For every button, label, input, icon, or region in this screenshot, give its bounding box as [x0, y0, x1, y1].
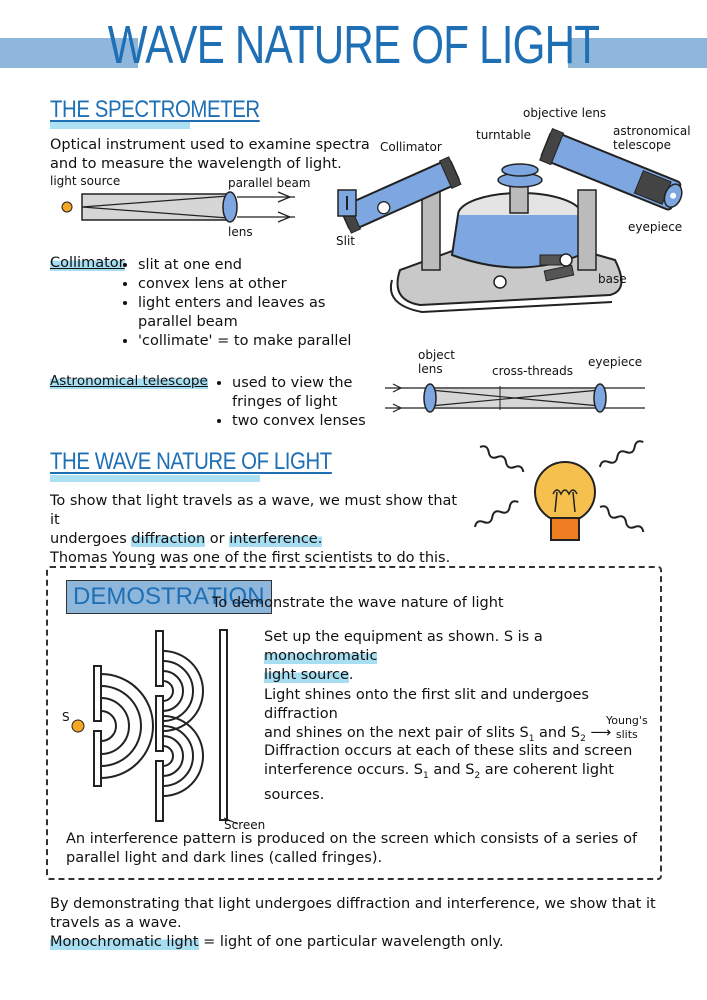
wave-nature-heading: THE WAVE NATURE OF LIGHT: [50, 448, 332, 475]
interference-pattern-text: An interference pattern is produced on the screen which consists of a series of parallel light and dark lines (called fringes).: [66, 831, 638, 866]
list-item: • convex lens at other: [138, 275, 378, 294]
wave-nature-intro: To show that light travels as a wave, we must show that it undergoes diffraction or interference. Thomas Young was one of the first scientists to do this.: [50, 493, 458, 566]
list-item: • light enters and leaves as parallel beam: [138, 294, 378, 332]
objective-lens-label: objective lens: [523, 106, 607, 120]
collimator-term: Collimator: [50, 255, 125, 271]
spectrometer-heading: THE SPECTROMETER: [50, 96, 260, 123]
telescope-bullets: [214, 374, 382, 431]
youngs-slits-label: Young's slits: [606, 714, 648, 741]
base-label: base: [598, 272, 627, 286]
screen-label: Screen: [224, 818, 266, 832]
source-label: S: [62, 710, 70, 724]
light-bulb-icon: [465, 432, 665, 557]
demonstration-step-3: Diffraction occurs at each of these slits and screen interference occurs. $S_1$ and $S_2$ are coherent light sources.: [264, 743, 633, 803]
demonstration-subtitle: To demonstrate the wave nature of light: [212, 595, 504, 611]
page-title: WAVE NATURE OF LIGHT: [107, 15, 600, 75]
object-lens-label: object lens: [418, 348, 455, 376]
demonstration-tag: DEMOSTRATION: [66, 580, 272, 614]
demonstration-step-2: Light shines onto the first slit and undergoes diffraction and shines on the next pair of slits $S_1$ and $S_2$ ⟶: [264, 687, 612, 744]
conclusion-text: By demonstrating that light undergoes diffraction and interference, we show that it travels as a wave. Monochromatic light = light of one particular wavelength only.: [50, 896, 656, 950]
slit-label: Slit: [336, 234, 355, 248]
turntable-label: turntable: [476, 128, 532, 142]
spectrometer-description: Optical instrument used to examine spectra and to measure the wavelength of light.: [50, 137, 370, 172]
collimator-bullets: [120, 256, 378, 351]
telescope-ray-diagram: [385, 378, 645, 422]
light-source-label: light source: [50, 174, 121, 188]
heading-highlight: [50, 475, 260, 482]
list-item: • used to view the fringes of light: [232, 374, 382, 412]
list-item: • slit at one end: [138, 256, 378, 275]
demonstration-step-1: Set up the equipment as shown. S is a monochromatic light source.: [264, 629, 543, 683]
cross-threads-label: cross-threads: [492, 364, 574, 378]
list-item: • two convex lenses: [232, 412, 382, 431]
collimator-label: Collimator: [380, 140, 442, 154]
monochromatic-term: Monochromatic light: [50, 934, 199, 950]
astronomical-telescope-label: astronomical telescope: [613, 124, 691, 152]
list-item: • 'collimate' = to make parallel: [138, 332, 378, 351]
eyepiece-diagram-label: eyepiece: [588, 355, 643, 369]
lens-label: lens: [228, 225, 253, 239]
double-slit-diagram: [60, 626, 240, 826]
parallel-beam-label: parallel beam: [228, 176, 311, 190]
arrow-icon: ⟶: [585, 725, 612, 741]
eyepiece-label: eyepiece: [628, 220, 683, 234]
telescope-term: Astronomical telescope: [50, 373, 208, 389]
